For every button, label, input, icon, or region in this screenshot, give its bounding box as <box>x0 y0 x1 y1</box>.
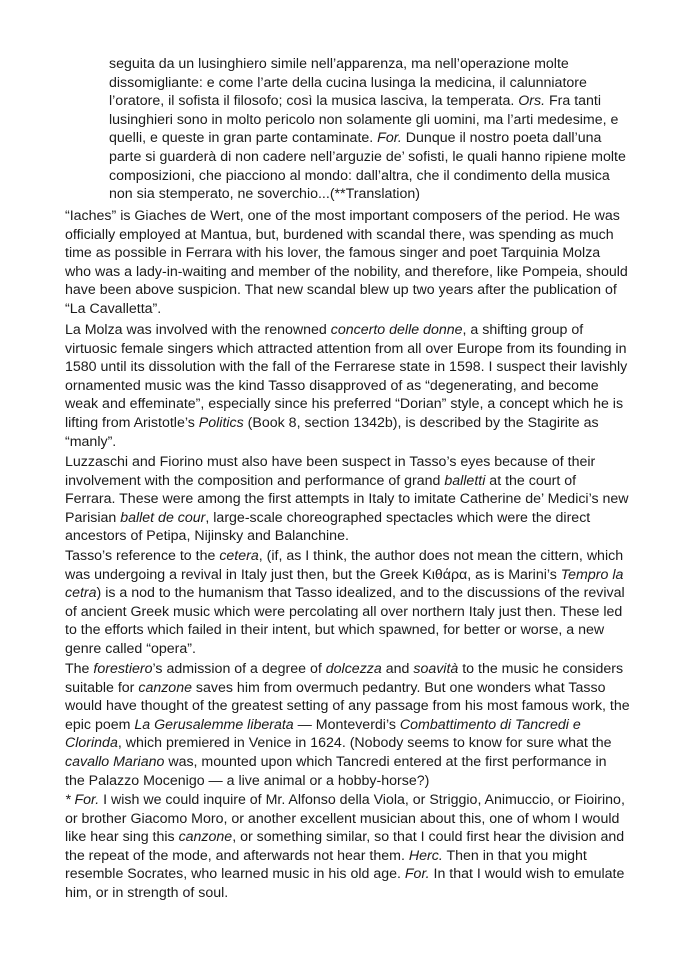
paragraph-forestiero <box>65 660 630 790</box>
speaker-for: For. <box>377 130 402 147</box>
paragraph-text: , or something similar, so that I could first hear the division and the repeat of the mode, and afterwards not hear them. <box>65 829 625 864</box>
paragraph-text: was, mounted upon which Tancredi entered at the first performance in the Palazzo Mocenigo — a live animal or a hobby-horse?) <box>65 753 607 789</box>
italic-term: Tempro la cetra <box>65 566 624 602</box>
paragraph-text: at the court of Ferrara. These were among the first attempts in Italy to imitate Catherine de’ Medici’s new Parisian <box>65 472 629 526</box>
footnote-marker: * For. <box>65 792 100 808</box>
italic-term: cetera <box>219 548 259 564</box>
italic-term: dolcezza <box>325 661 382 677</box>
quote-text-1: seguita da un lusinghiero simile nell’apparenza, ma nell’operazione molte dissomigliante: e come l’arte della cucina lusinga la medicina, il calunniatore l’oratore, il sofista il filosofo; così la musica lasciva, la temperata. <box>109 56 587 110</box>
paragraph-text: , large-scale choreographed spectacles which were the direct ancestors of Petipa, Nijinsky and Balanchine. <box>65 509 591 545</box>
italic-term: La Gerusalemme liberata <box>134 716 294 733</box>
italic-term: Politics <box>198 414 244 431</box>
paragraph-text: and <box>381 661 414 677</box>
quote-text-2: Fra tanti lusinghieri sono in molto pericolo non solamente gli uomini, ma l’arti medesime, e quelli, e queste in gran parte contaminate. <box>109 93 619 147</box>
paragraph-luzzaschi <box>65 453 630 546</box>
italic-term: canzone <box>178 829 233 846</box>
paragraph-text: ) is a nod to the humanism that Tasso idealized, and to the discussions of the revival of ancient Greek music which were percolating all over northern Italy just then. These led to the efforts which failed in their intent, but which spawned, for better or worse, a new genre called “opera”. <box>65 585 625 657</box>
paragraph-text: , which premiered in Venice in 1624. (Nobody seems to know for sure what the <box>117 735 612 752</box>
italian-quotation <box>109 55 629 204</box>
paragraph-text: In that I would wish to emulate him, or in strength of soul. <box>65 866 625 901</box>
speaker-for: For. <box>404 866 430 883</box>
paragraph-text: The <box>65 661 94 677</box>
paragraph-translation-footnote <box>65 791 630 903</box>
italic-term: balletti <box>444 472 486 489</box>
speaker-herc: Herc. <box>408 847 443 864</box>
paragraph-text: — Monteverdi’s <box>293 716 400 733</box>
paragraph-text: I wish we could inquire of Mr. Alfonso della Viola, or Striggio, Animuccio, or Fioirino, or brother Giacomo Moro, or another excellent musician about this, one of whom I would like hear sing this <box>65 792 625 846</box>
italic-term: cavallo Mariano <box>65 753 165 770</box>
italic-term: concerto delle donne <box>330 322 463 338</box>
paragraph-text: , a shifting group of virtuosic female singers which attracted attention from all over Europe from its founding in 1580 until its dissolution with the fall of the Ferrarese state in 1598. I suspect their lavishly ornamented music was the kind Tasso disapproved of as “degenerating, and become weak and effeminate”, especially since his preferred “Dorian” style, a concept which he is lifting from Aristotle’s <box>65 322 628 431</box>
speaker-ors: Ors. <box>518 93 546 110</box>
italic-term: Combattimento di Tancredi e Clorinda <box>65 716 581 752</box>
italic-term: canzone <box>138 679 192 696</box>
paragraph-text: , (if, as I think, the author does not mean the cittern, which was undergoing a revival in Italy just then, but the Greek Κιθάρα, as is Marini’s <box>65 548 624 583</box>
paragraph-text: ’s admission of a degree of <box>152 661 326 677</box>
paragraph-text: Then in that you might resemble Socrates, who learned music in his old age. <box>65 847 587 883</box>
italic-term: forestiero <box>93 661 153 677</box>
paragraph-molza <box>65 321 630 451</box>
paragraph-cetera <box>65 547 630 659</box>
paragraph-text: La Molza was involved with the renowned <box>65 322 331 338</box>
paragraph-text: “Iaches” is Giaches de Wert, one of the most important composers of the period. He was officially employed at Mantua, but, burdened with scandal there, was spending as much time as possible in Ferrara with his lover, the famous singer and poet Tarquinia Molza who was a lady-in-waiting and member of the nobility, and therefore, like Pompeia, should have been above suspicion. That new scandal blew up two years after the publication of “La Cavalletta”. <box>65 208 628 317</box>
paragraph-text: Tasso’s reference to the <box>65 548 220 564</box>
quote-text-3: Dunque il nostro poeta dall’una parte si guarderà di non cadere nell’arguzie de’ sofisti, le quali hanno ripiene molte composizioni, che piacciono al mondo: dall’altra, che il condimento della musica non sia stemperato, ne soverchio...(**Translation) <box>109 130 626 203</box>
paragraph-text: Luzzaschi and Fiorino must also have been suspect in Tasso’s eyes because of their involvement with the composition and performance of grand <box>65 454 596 489</box>
paragraph-iaches <box>65 207 630 319</box>
italic-term: soavità <box>413 661 459 677</box>
paragraph-text: (Book 8, section 1342b), is described by the Stagirite as “manly”. <box>65 414 599 450</box>
paragraph-text: saves him from overmuch pedantry. But one wonders what Tasso would have thought of the greatest setting of any passage from his most famous work, the epic poem <box>65 679 630 733</box>
paragraph-text: to the music he considers suitable for <box>65 661 624 696</box>
italic-term: ballet de cour <box>120 509 206 526</box>
